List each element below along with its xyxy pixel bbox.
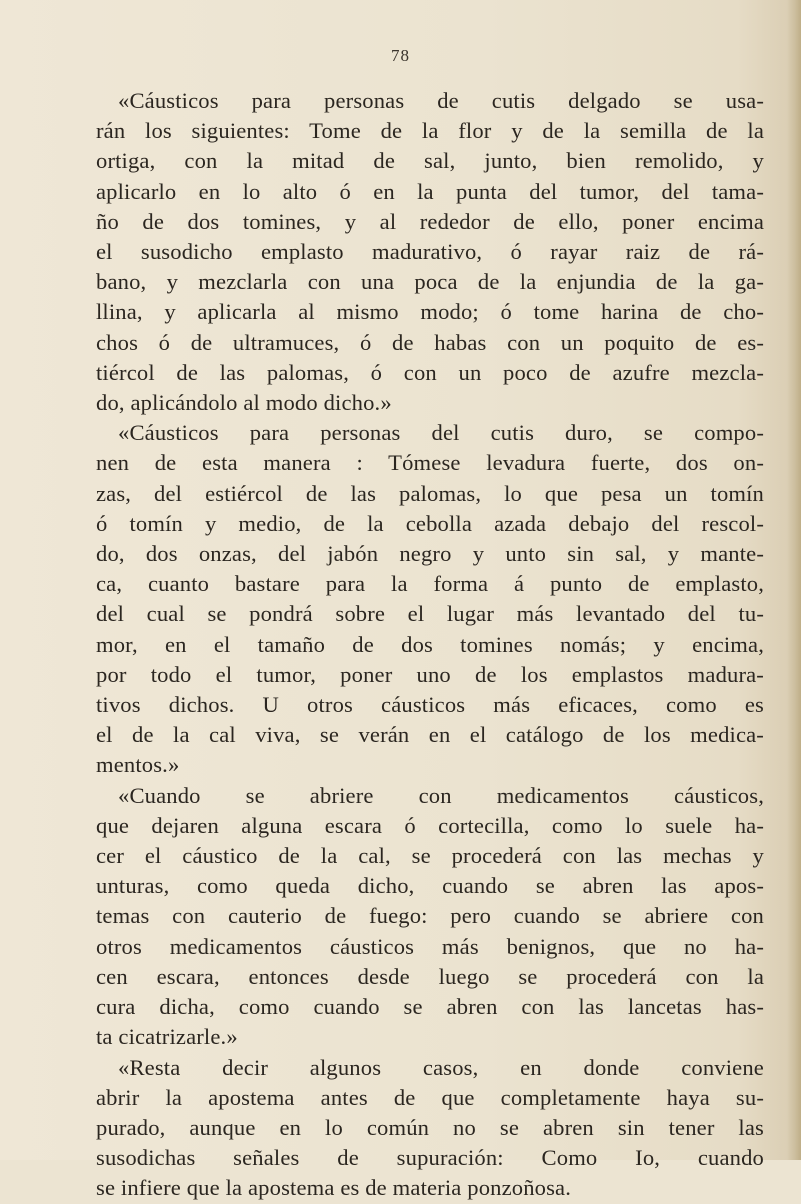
paragraph-opening-with-caustics [96,781,764,1053]
text-line: aplicarlo en lo alto ó en la punta del tumor, del tama- [96,178,764,204]
text-line: ño de dos tomines, y al rededor de ello, poner encima [96,208,764,234]
text-line: otros medicamentos cáusticos más benignos, que no ha- [96,933,764,959]
text-line: zas, del estiércol de las palomas, lo que pesa un tomín [96,480,764,506]
text-line: cer el cáustico de la cal, se procederá con las mechas y [96,843,764,869]
text-line: nen de esta manera : Tómese levadura fuerte, dos on- [96,450,764,476]
text-line: mentos.» [96,752,180,778]
text-line: ó tomín y medio, de la cebolla azada debajo del rescol- [96,510,764,536]
page-edge-shadow [787,0,801,1160]
text-line: «Cáusticos para personas del cutis duro, se compo- [118,420,764,446]
text-line: por todo el tumor, poner uno de los emplastos madura- [96,661,764,687]
text-line: tiércol de las palomas, ó con un poco de azufre mezcla- [96,359,764,385]
text-line: tivos dichos. U otros cáusticos más eficaces, como es [96,692,764,718]
page-number: 78 [391,46,410,65]
text-line: «Cáusticos para personas de cutis delgado se usa- [118,88,764,113]
text-line: «Resta decir algunos casos, en donde conviene [118,1054,764,1080]
text-line: temas con cauterio de fuego: pero cuando se abriere con [96,903,764,929]
text-line: do, aplicándolo al modo dicho.» [96,390,392,416]
text-line: llina, y aplicarla al mismo modo; ó tome harina de cho- [96,299,764,325]
text-line: bano, y mezclarla con una poca de la enjundia de la ga- [96,269,764,295]
paragraph-early-opening [96,1053,764,1204]
text-line: do, dos onzas, del jabón negro y unto sin sal, y mante- [96,541,764,567]
paragraph-caustics-hard-skin [96,418,764,780]
text-line: el de la cal viva, se verán en el catálogo de los medica- [96,722,764,748]
text-line: del cual se pondrá sobre el lugar más levantado del tu- [96,601,764,627]
text-line: abrir la apostema antes de que completamente haya su- [96,1084,764,1110]
text-line: «Cuando se abriere con medicamentos cáusticos, [118,782,764,808]
body-text [96,86,764,1204]
text-line: ta cicatrizarle.» [96,1024,238,1050]
text-line: ca, cuanto bastare para la forma á punto de emplasto, [96,571,764,597]
text-line: que dejaren alguna escara ó cortecilla, como lo suele ha- [96,812,764,838]
paragraph-caustics-thin-skin [96,86,764,418]
text-line: purado, aunque en lo común no se abren sin tener las [96,1114,764,1140]
text-line: susodichas señales de supuración: Como Io, cuando [96,1145,764,1171]
text-line: rán los siguientes: Tome de la flor y de la semilla de la [96,118,764,144]
text-line: se infiere que la apostema es de materia ponzoñosa. [96,1175,572,1201]
text-line: mor, en el tamaño de dos tomines nomás; y encima, [96,631,764,657]
text-line: chos ó de ultramuces, ó de habas con un poquito de es- [96,329,764,355]
text-line: el susodicho emplasto madurativo, ó rayar raiz de rá- [96,239,764,265]
text-line: ortiga, con la mitad de sal, junto, bien remolido, y [96,148,764,174]
text-line: cura dicha, como cuando se abren con las lancetas has- [96,994,764,1020]
text-line: unturas, como queda dicho, cuando se abren las apos- [96,873,764,899]
text-line: cen escara, entonces desde luego se procederá con la [96,963,764,989]
